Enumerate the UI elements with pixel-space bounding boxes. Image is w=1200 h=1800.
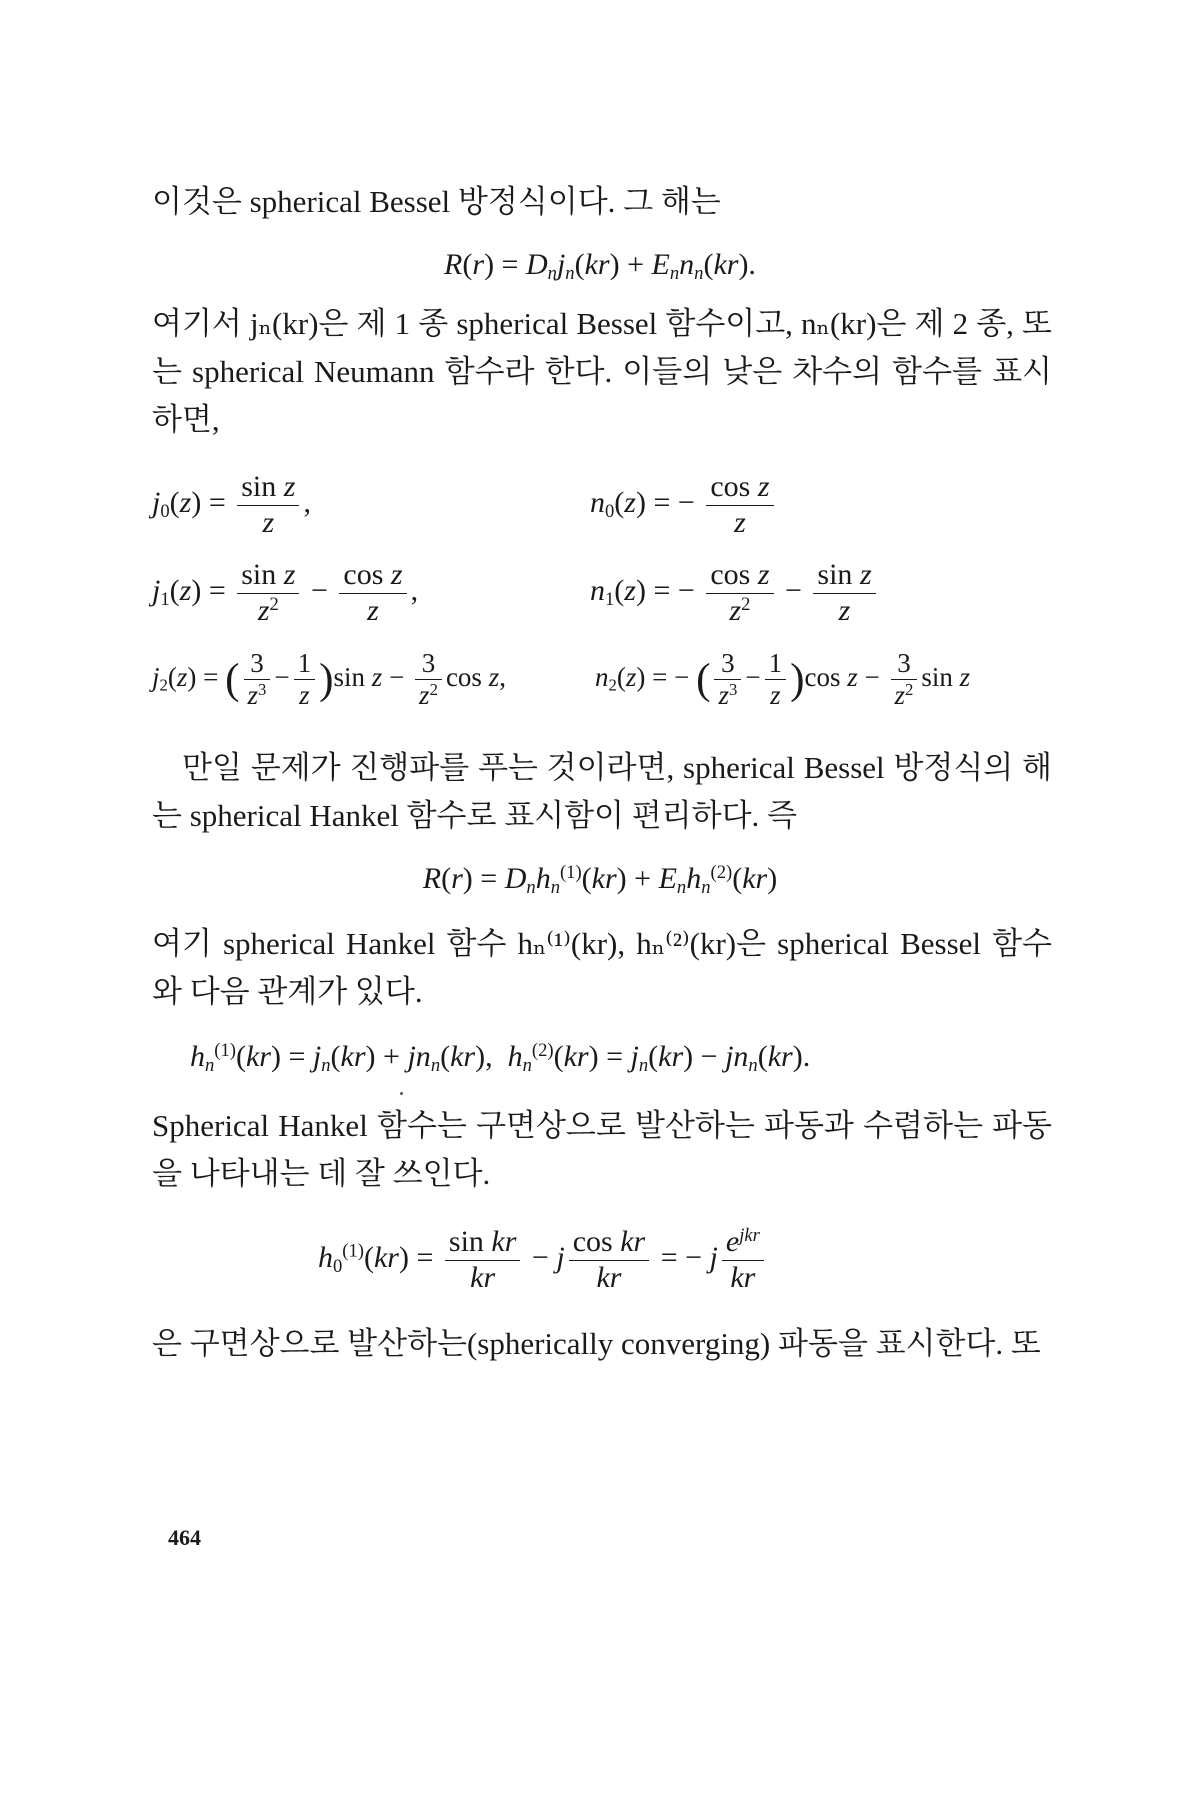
equation-j2: $j_2(z)$ = ( $\frac{3}{z^3}$ − $\frac{1}{z}$ )sin z − $\frac{3}{z^2}$ cos z,	[152, 648, 506, 711]
paragraph-traveling-wave: 만일 문제가 진행파를 푸는 것이라면, spherical Bessel 방정식의 해는 spherical Hankel 함수로 표시함이 편리하다. 즉	[152, 750, 1052, 833]
equation-n2: $n_2(z)$ = − ( $\frac{3}{z^3}$ − $\frac{1}{z}$ )cos z − $\frac{3}{z^2}$ sin z	[595, 648, 971, 711]
equation-hankel-solution: $R(r) = D_nh_n^{(1)}(kr) + E_nh_n^{(2)}(kr)$	[422, 861, 778, 899]
paragraph-hankel-usage: Spherical Hankel 함수는 구면상으로 발산하는 파동과 수렴하는 파동을 나타내는 데 잘 쓰인다.	[152, 1108, 1052, 1191]
stray-dot	[400, 1092, 403, 1095]
paragraph-converging: 은 구면상으로 발산하는(spherically converging) 파동을 표시한다. 또	[152, 1326, 1041, 1361]
equation-j1: $j_1(z)$ = $\frac{\text{sin z}}{z^2}$ − $\frac{\text{cos z}}{z}$ ,	[152, 558, 419, 627]
paragraph-hankel-relation: 여기 spherical Hankel 함수 hₙ⁽¹⁾(kr), hₙ⁽²⁾(kr)은 spherical Bessel 함수와 다음 관계가 있다.	[152, 926, 1052, 1009]
equation-h0: $h_0^{(1)}(kr)$ = $\frac{\text{sin kr}}{kr}$ − j $\frac{\text{cos kr}}{kr}$ = − j $\frac{e^{jkr}}{kr}$	[318, 1225, 768, 1295]
page-number: 464	[168, 1525, 201, 1550]
paragraph-definitions: 여기서 jₙ(kr)은 제 1 종 spherical Bessel 함수이고, nₙ(kr)은 제 2 종, 또는 spherical Neumann 함수라 한다. 이들의 낮은 차수의 함수를 표시하면,	[152, 306, 1052, 437]
equation-n1: $n_1(z)$ = − $\frac{\text{cos z}}{z^2}$ − $\frac{\text{sin z}}{z}$	[590, 558, 880, 628]
equation-n0: $n_0(z)$ = − $\frac{\text{cos z}}{z}$	[590, 470, 778, 540]
equation-bessel-solution: $R(r) = D_nj_n(kr) + E_nn_n(kr)$.	[444, 248, 756, 285]
equation-hankel-definitions: $h_n^{(1)}(kr) = j_n(kr) + jn_n(kr)$, $h_n^{(2)}(kr) = j_n(kr) - jn_n(kr)$.	[190, 1039, 811, 1077]
paragraph-intro: 이것은 spherical Bessel 방정식이다. 그 해는	[152, 184, 721, 219]
equation-j0: $j_0(z)$ = $\frac{\text{sin z}}{z}$ ,	[152, 470, 311, 539]
